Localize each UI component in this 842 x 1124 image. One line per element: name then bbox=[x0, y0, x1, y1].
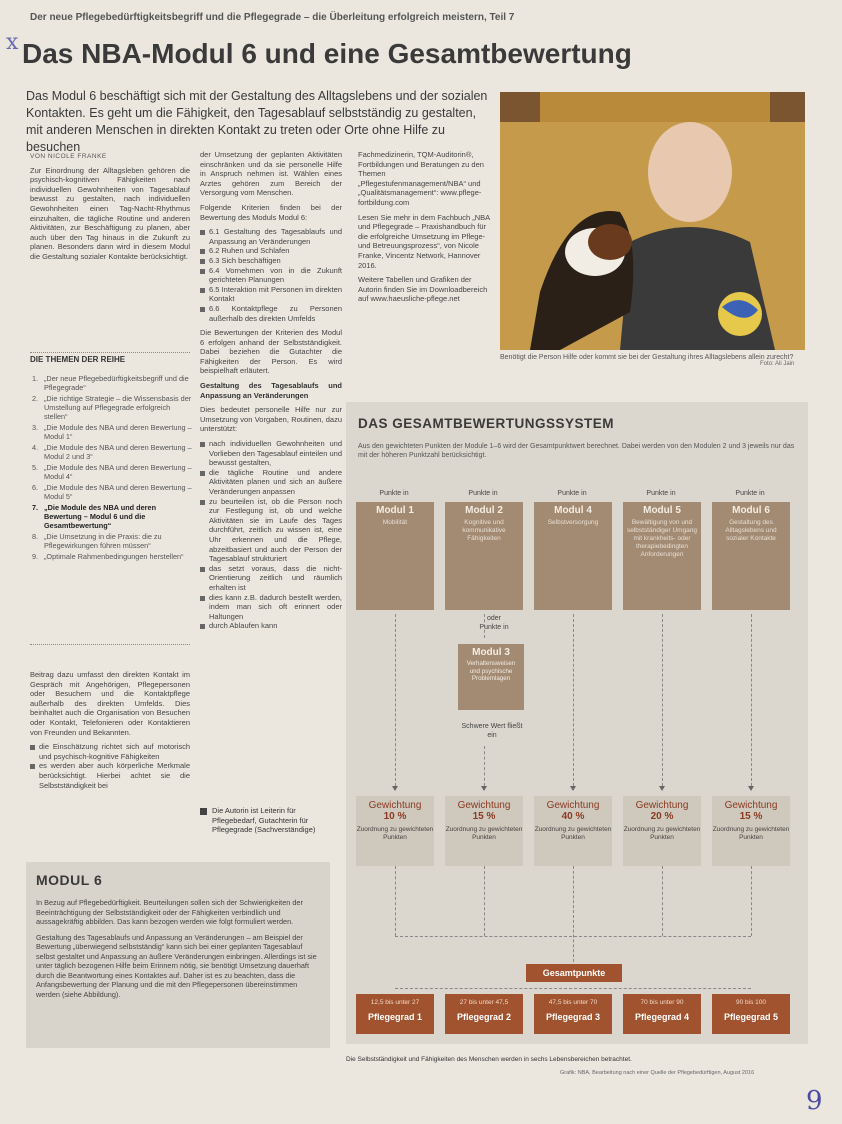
weight-value: 20 % bbox=[650, 811, 674, 822]
themes-heading: DIE THEMEN DER REIHE bbox=[30, 352, 190, 364]
weight-desc: Zuordnung zu gewichteten Punkten bbox=[712, 826, 790, 841]
arrow-down-icon bbox=[481, 786, 487, 791]
weight-value: 10 % bbox=[383, 811, 407, 822]
flow-line bbox=[395, 988, 751, 989]
bullet-item: die Einschätzung richtet sich auf motorisch und psychisch-kognitive Fähigkeiten bbox=[30, 742, 190, 761]
weight-title: Gewichtung bbox=[457, 800, 511, 811]
col1b-paragraph: Beitrag dazu umfasst den direkten Kontakt im Gespräch mit Angehörigen, Pflegepersonen oder Besuchern und die Kontaktpflege außerhalb des direkten Umfelds. Dies beinhaltet auch die Organisation von Besuchen oder Kontakt, Telefonieren oder Kontaktieren von Freunden und Bekannten. bbox=[30, 670, 190, 737]
weight-desc: Zuordnung zu gewichteten Punkten bbox=[445, 826, 523, 841]
flow-line bbox=[573, 614, 574, 786]
col2-paragraph: Folgende Kriterien finden bei der Bewertung des Moduls Modul 6: bbox=[200, 202, 342, 222]
grade-box bbox=[534, 994, 612, 1034]
module-points-label: Punkte in bbox=[735, 490, 765, 497]
weight-desc: Zuordnung zu gewichteten Punkten bbox=[356, 826, 434, 841]
weight-box bbox=[356, 796, 434, 866]
theme-item: 5. „Die Module des NBA und deren Bewertung – Modul 4“ bbox=[32, 463, 192, 481]
criteria-item: 6.3 Sich beschäftigen bbox=[200, 256, 342, 266]
theme-item: 6. „Die Module des NBA und deren Bewertung – Modul 5“ bbox=[32, 483, 192, 501]
diagram-footnote: Die Selbstständigkeit und Fähigkeiten des Menschen werden in sechs Lebensbereichen betrachtet. bbox=[346, 1056, 632, 1063]
modul6-heading: MODUL 6 bbox=[36, 872, 103, 888]
col2-paragraph: der Umsetzung der geplanten Aktivitäten einschränken und da sie personelle Hilfe in Anspruch nehmen ist. Wählen eines Arztes gehören zum Bereich der Versorgung vom Menschen. bbox=[200, 150, 342, 198]
theme-item: 8. „Die Umsetzung in die Praxis: die zu Pflegewirkungen führen müssen“ bbox=[32, 532, 162, 550]
photo-credit: Foto: Ali Jain bbox=[760, 361, 795, 367]
flow-line bbox=[484, 746, 485, 786]
weight-value: 15 % bbox=[739, 811, 763, 822]
diagram-intro: Aus den gewichteten Punkten der Module 1–6 wird der Gesamtpunktwert berechnet. Dabei werden von den Modulen 2 und 3 jeweils nur das mit der höheren Punktzahl berücksichtigt. bbox=[358, 443, 795, 459]
col2-paragraph: Die Bewertungen der Kriterien des Modul 6 erfolgen anhand der Selbstständigkeit. Dabei beziehen die Gutachter die Fähigkeiten der Person. Es wird beispielhaft erläutert. bbox=[200, 328, 342, 376]
criteria-item: 6.6 Kontaktpflege zu Personen außerhalb des direkten Umfelds bbox=[200, 304, 342, 323]
modul6-paragraph: Gestaltung des Tagesablaufs und Anpassung an Veränderungen – am Beispiel der Bewertung „überwiegend selbstständig“ kann sich bei einer geplanten Tagesablauf selbst gestaltet und Anpassung an äußere Veränderungen einbringen. Allerdings ist sie unter täglich bezogenen Hilfe beim Erinnern nötig, sie benötigt Umsetzung dauerhaft durch die Beantwortung eines Kontaktes auf. Daher ist es zu beachten, dass die Anfangsbewertung der Planung und die mit den Pflegepersonen übereinstimmen werden (siehe Abbildung). bbox=[36, 932, 317, 999]
arrow-down-icon bbox=[392, 786, 398, 791]
module-name: Modul 6 bbox=[732, 505, 770, 516]
grade-range: 47,5 bis unter 70 bbox=[548, 999, 598, 1006]
grade-name: Pflegegrad 1 bbox=[367, 1012, 423, 1022]
module3-label: oder Punkte in bbox=[479, 615, 509, 631]
bullet-item: dies kann z.B. dadurch bestellt werden, indem man sich oft erinnert oder Haltungen bbox=[200, 593, 342, 622]
module3-box bbox=[458, 644, 524, 710]
weight-desc: Zuordnung zu gewichteten Punkten bbox=[534, 826, 612, 841]
bullet-item: nach individuellen Gewohnheiten und Vorlieben den Tagesablauf einteilen und bewusst gestalten, bbox=[200, 439, 342, 468]
arrow-down-icon bbox=[659, 786, 665, 791]
photo-caption: Benötigt die Person Hilfe oder kommt sie bei der Gestaltung ihres Alltagslebens allein zurecht? bbox=[500, 354, 794, 361]
total-points-box: Gesamtpunkte bbox=[526, 964, 622, 982]
photo-illustration bbox=[500, 92, 805, 350]
weight-box bbox=[623, 796, 701, 866]
arrow-down-icon bbox=[570, 786, 576, 791]
column-1 bbox=[30, 152, 190, 267]
article-title: Das NBA-Modul 6 und eine Gesamtbewertung bbox=[22, 38, 632, 69]
weight-box bbox=[445, 796, 523, 866]
module-box bbox=[534, 502, 612, 610]
byline: VON NICOLE FRANKE bbox=[30, 153, 107, 160]
series-kicker: Der neue Pflegebedürftigkeitsbegriff und die Pflegegrade – die Überleitung erfolgreich meistern, Teil 7 bbox=[30, 12, 515, 23]
diagram-heading: DAS GESAMTBEWERTUNGSSYSTEM bbox=[358, 416, 615, 431]
module-desc: Bewältigung von und selbstständiger Umgang mit krankheits- oder therapiebedingten Anforderungen bbox=[626, 519, 698, 558]
criteria-item: 6.5 Interaktion mit Personen im direkten Kontakt bbox=[200, 285, 342, 304]
flow-line bbox=[662, 866, 663, 936]
bullet-item: es werden aber auch körperliche Merkmale berücksichtigt. Hierbei achtet sie die Selbstständigkeit bei bbox=[30, 761, 190, 790]
grade-box bbox=[356, 994, 434, 1034]
arrow-down-icon bbox=[748, 786, 754, 791]
page-number: 9 bbox=[806, 1086, 823, 1116]
module3-note: Schwere Wert fließt ein bbox=[461, 723, 523, 739]
weight-value: 15 % bbox=[472, 811, 496, 822]
module-box bbox=[712, 502, 790, 610]
grade-range: 27 bis unter 47,5 bbox=[459, 999, 509, 1006]
bullet-item: zu beurteilen ist, ob die Person noch zur Festlegung ist, ob und welche Aktivitäten sie im Laufe des Tages durchführt, zeitlich zu wissen ist, eine Uhr erkennen und die Pflege, abzeitbasiert und auch der Person der Tagesablauf strukturiert bbox=[200, 497, 342, 564]
grade-box bbox=[712, 994, 790, 1034]
criteria-item: 6.1 Gestaltung des Tagesablaufs und Anpassung an Veränderungen bbox=[200, 227, 342, 246]
criteria-item: 6.4 Vornehmen von in die Zukunft gerichteten Planungen bbox=[200, 266, 342, 285]
col1-paragraph: Zur Einordnung der Alltagsleben gehören die psychisch-kognitiven Fähigkeiten nach individuellen Gewohnheiten von Tagesablauf bewusst zu gestalten, nach individuellen Gewohnheiten einen Tag-Nacht-Rhythmus einzuhalten, die tägliche Routine und anderen Aktivitäten, zur Beschäftigung zu planen, aber auch über den Tag hinaus in die Zukunft zu planen. Besonders dann wird in diesem Modul die Gestaltung sozialer Kontakte berücksichtigt. bbox=[30, 165, 190, 261]
theme-item: 1. „Der neue Pflegebedürftigkeitsbegriff und die Pflegegrade“ bbox=[32, 374, 189, 392]
article-lead: Das Modul 6 beschäftigt sich mit der Gestaltung des Alltagslebens und der sozialen Kontakten. Es geht um die Fähigkeit, den Tagesablauf selbstständig zu gestalten, mit anderen Menschen in direkten Kontakt zu treten oder Orte ohne Hilfe zu besuchen bbox=[26, 89, 488, 154]
module-name: Modul 2 bbox=[465, 505, 503, 516]
col3-paragraph: Lesen Sie mehr in dem Fachbuch „NBA und Pflegegrade – Praxishandbuch für die erfolgreiche Umsetzung im Pflege- und Betreuungsprozess“, von Nicole Franke, Vincentz Network, Hannover 2016. bbox=[358, 212, 490, 270]
module-desc: Gestaltung des Alltagslebens und sozialer Kontakte bbox=[725, 519, 777, 542]
weight-title: Gewichtung bbox=[368, 800, 422, 811]
criteria-item: 6.2 Ruhen und Schlafen bbox=[200, 246, 342, 256]
weight-title: Gewichtung bbox=[635, 800, 689, 811]
module-box bbox=[623, 502, 701, 610]
theme-item: 9. „Optimale Rahmenbedingungen herstellen“ bbox=[32, 552, 184, 561]
module-points-label: Punkte in bbox=[646, 490, 676, 497]
flow-line bbox=[395, 866, 396, 936]
flow-line bbox=[395, 614, 396, 786]
module-points-label: Punkte in bbox=[557, 490, 587, 497]
flow-line bbox=[662, 614, 663, 786]
weight-title: Gewichtung bbox=[546, 800, 600, 811]
column-1b bbox=[30, 670, 190, 790]
article-photo bbox=[500, 92, 805, 350]
module-desc: Mobilität bbox=[382, 519, 408, 526]
theme-item-current: 7. „Die Module des NBA und deren Bewertung – Modul 6 und die Gesamtbewertung“ bbox=[32, 503, 157, 530]
module-desc: Selbstversorgung bbox=[547, 519, 599, 526]
module-name: Modul 4 bbox=[554, 505, 592, 516]
bullet-item: durch Ablaufen kann bbox=[200, 621, 342, 631]
weight-value: 40 % bbox=[561, 811, 585, 822]
flow-line bbox=[751, 614, 752, 786]
weight-desc: Zuordnung zu gewichteten Punkten bbox=[623, 826, 701, 841]
column-3 bbox=[358, 150, 493, 309]
module-name: Modul 1 bbox=[376, 505, 414, 516]
flow-line bbox=[484, 866, 485, 936]
assessment-system-diagram bbox=[346, 402, 808, 1044]
grade-name: Pflegegrad 5 bbox=[723, 1012, 779, 1022]
handwritten-mark: x bbox=[6, 30, 19, 55]
modul6-paragraph: In Bezug auf Pflegebedürftigkeit. Beurteilungen sollen sich der Schwierigkeiten der Beeinträchtigung der Selbstständigkeit oder der Fähigkeiten verbindlich und aussagekräftig abbilden. Das kann bezogen werden wie folgt formuliert werden. bbox=[36, 898, 303, 926]
grade-range: 90 bis 100 bbox=[736, 999, 766, 1006]
col3-paragraph: Fachmedizinerin, TQM-Auditorin®, Fortbildungen und Beratungen zu den Themen „Pflegestufenmanagement/NBA“ und „Qualitätsmanagement“: www.pflege-fortbildung.com bbox=[358, 150, 484, 207]
module-points-label: Punkte in bbox=[379, 490, 409, 497]
theme-item: 4. „Die Module des NBA und deren Bewertung – Modul 2 und 3“ bbox=[32, 443, 192, 461]
grade-name: Pflegegrad 2 bbox=[456, 1012, 512, 1022]
divider bbox=[30, 644, 190, 645]
modul6-box bbox=[26, 862, 330, 1048]
weight-box bbox=[712, 796, 790, 866]
diagram-source: Grafik: NBA, Bearbeitung nach einer Quelle der Pflegebedürftigen, August 2016 bbox=[560, 1070, 755, 1076]
theme-item: 3. „Die Module des NBA und deren Bewertung – Modul 1“ bbox=[32, 423, 192, 441]
module-points-label: Punkte in bbox=[468, 490, 498, 497]
module-desc: Kognitive und kommunikative Fähigkeiten bbox=[462, 519, 506, 542]
flow-line bbox=[751, 866, 752, 936]
col2-subheading: Gestaltung des Tagesablaufs und Anpassung an Veränderungen bbox=[200, 381, 342, 400]
grade-name: Pflegegrad 3 bbox=[545, 1012, 601, 1022]
grade-name: Pflegegrad 4 bbox=[634, 1012, 690, 1022]
bullet-item: das setzt voraus, dass die nicht-Orientierung zeitlich und räumlich erhalten ist bbox=[200, 564, 342, 593]
module-desc: Verhaltensweisen und psychische Problemlagen bbox=[466, 660, 516, 682]
grade-box bbox=[445, 994, 523, 1034]
theme-item: 2. „Die richtige Strategie – die Wissensbasis der Umstellung auf Pflegegrade erfolgreich stellen“ bbox=[32, 394, 192, 421]
flow-line bbox=[573, 866, 574, 962]
grade-range: 70 bis unter 90 bbox=[640, 999, 684, 1006]
criteria-list bbox=[200, 227, 342, 323]
col3-paragraph: Weitere Tabellen und Grafiken der Autorin finden Sie im Downloadbereich auf www.haeusliche-pflege.net bbox=[358, 275, 488, 304]
module-name: Modul 5 bbox=[643, 505, 681, 516]
col2-bullets bbox=[200, 439, 342, 631]
bullet-item: die tägliche Routine und andere Aktivitäten planen und sich an äußere Veränderungen anpassen bbox=[200, 468, 342, 497]
flow-line bbox=[395, 936, 751, 937]
grade-box bbox=[623, 994, 701, 1034]
author-note: Die Autorin ist Leiterin für Pflegebedarf, Gutachterin für Pflegegrade (Sachverständige) bbox=[200, 806, 340, 835]
module-box bbox=[445, 502, 523, 610]
col2-paragraph: Dies bedeutet personelle Hilfe nur zur Umsetzung von Vorgaben, Routinen, dazu unterstützt: bbox=[200, 405, 342, 434]
weight-box bbox=[534, 796, 612, 866]
themes-list bbox=[32, 374, 192, 563]
column-2 bbox=[200, 150, 342, 631]
weight-title: Gewichtung bbox=[724, 800, 778, 811]
module-box bbox=[356, 502, 434, 610]
grade-range: 12,5 bis unter 27 bbox=[370, 999, 420, 1006]
col1b-bullets bbox=[30, 742, 190, 790]
module-name: Modul 3 bbox=[472, 647, 510, 658]
